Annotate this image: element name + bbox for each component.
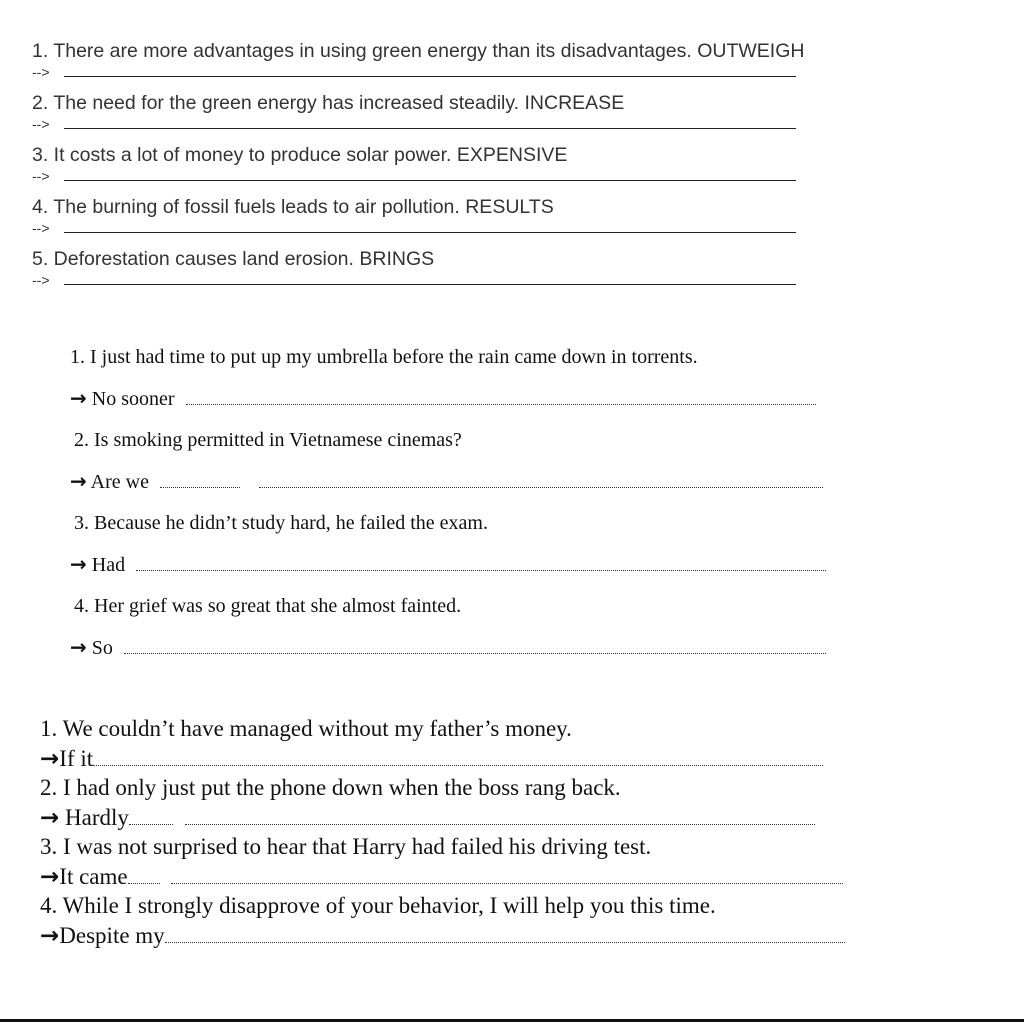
- arrow-icon: →: [40, 804, 60, 831]
- exercise-section-3: [40, 714, 900, 950]
- answer-line-2[interactable]: [40, 803, 900, 833]
- question-2: 2. The need for the green energy has increased steadily. INCREASE: [32, 92, 625, 114]
- answer-line-1[interactable]: [40, 744, 900, 774]
- answer-blank[interactable]: [129, 806, 173, 825]
- exercise-section-2: [70, 342, 850, 674]
- answer-blank[interactable]: [64, 128, 796, 129]
- answer-line-4[interactable]: [40, 921, 900, 951]
- answer-blank[interactable]: [93, 747, 823, 766]
- exercise-section-1: [32, 38, 932, 298]
- question-1: 1. There are more advantages in using green energy than its disadvantages. OUTWEIGH: [32, 40, 805, 62]
- answer-blank[interactable]: [124, 633, 826, 654]
- arrow-marker: -->: [32, 272, 50, 288]
- answer-line-3[interactable]: [70, 549, 850, 591]
- answer-blank[interactable]: [64, 232, 796, 233]
- arrow-marker: -->: [32, 64, 50, 80]
- answer-line-5[interactable]: [32, 272, 932, 298]
- answer-blank[interactable]: [165, 924, 845, 943]
- answer-blank[interactable]: [160, 467, 240, 488]
- answer-prompt: Despite my: [59, 922, 165, 948]
- answer-blank[interactable]: [171, 865, 843, 884]
- arrow-icon: →: [40, 922, 60, 949]
- page-bottom-border: [0, 1019, 1024, 1022]
- arrow-icon: →: [70, 552, 87, 576]
- answer-blank[interactable]: [64, 76, 796, 77]
- arrow-marker: -->: [32, 168, 50, 184]
- answer-prompt: It came: [59, 863, 128, 889]
- answer-blank[interactable]: [185, 806, 815, 825]
- answer-line-3[interactable]: [32, 168, 932, 194]
- arrow-icon: →: [40, 745, 60, 772]
- answer-line-4[interactable]: [32, 220, 932, 246]
- answer-line-2[interactable]: [32, 116, 932, 142]
- question-4: 4. While I strongly disapprove of your behavior, I will help you this time.: [40, 893, 716, 918]
- answer-prompt: If it: [59, 745, 94, 771]
- answer-line-2[interactable]: [70, 466, 850, 508]
- question-3: 3. It costs a lot of money to produce solar power. EXPENSIVE: [32, 144, 568, 166]
- answer-blank[interactable]: [259, 467, 823, 488]
- arrow-marker: -->: [32, 116, 50, 132]
- answer-prompt: Are we: [90, 471, 149, 493]
- arrow-marker: -->: [32, 220, 50, 236]
- question-3: 3. Because he didn’t study hard, he failed the exam.: [74, 512, 488, 534]
- question-5: 5. Deforestation causes land erosion. BRINGS: [32, 248, 435, 270]
- answer-blank[interactable]: [128, 865, 160, 884]
- answer-blank[interactable]: [136, 550, 826, 571]
- answer-line-3[interactable]: [40, 862, 900, 892]
- question-1: 1. We couldn’t have managed without my father’s money.: [40, 716, 572, 741]
- question-1: 1. I just had time to put up my umbrella before the rain came down in torrents.: [70, 346, 698, 368]
- answer-blank[interactable]: [64, 284, 796, 285]
- question-2: 2. Is smoking permitted in Vietnamese cinemas?: [74, 429, 462, 451]
- answer-prompt: No sooner: [91, 388, 175, 410]
- arrow-icon: →: [70, 469, 87, 493]
- answer-prompt: Hardly: [65, 804, 129, 830]
- answer-prompt: Had: [91, 554, 126, 576]
- question-2: 2. I had only just put the phone down when the boss rang back.: [40, 775, 621, 800]
- question-4: 4. Her grief was so great that she almost fainted.: [74, 595, 462, 617]
- answer-blank[interactable]: [186, 384, 816, 405]
- answer-prompt: So: [91, 637, 113, 659]
- answer-blank[interactable]: [64, 180, 796, 181]
- answer-line-1[interactable]: [32, 64, 932, 90]
- question-4: 4. The burning of fossil fuels leads to air pollution. RESULTS: [32, 196, 554, 218]
- arrow-icon: →: [70, 386, 87, 410]
- answer-line-4[interactable]: [70, 632, 850, 674]
- arrow-icon: →: [70, 635, 87, 659]
- answer-line-1[interactable]: [70, 383, 850, 425]
- question-3: 3. I was not surprised to hear that Harry had failed his driving test.: [40, 834, 652, 859]
- arrow-icon: →: [40, 863, 60, 890]
